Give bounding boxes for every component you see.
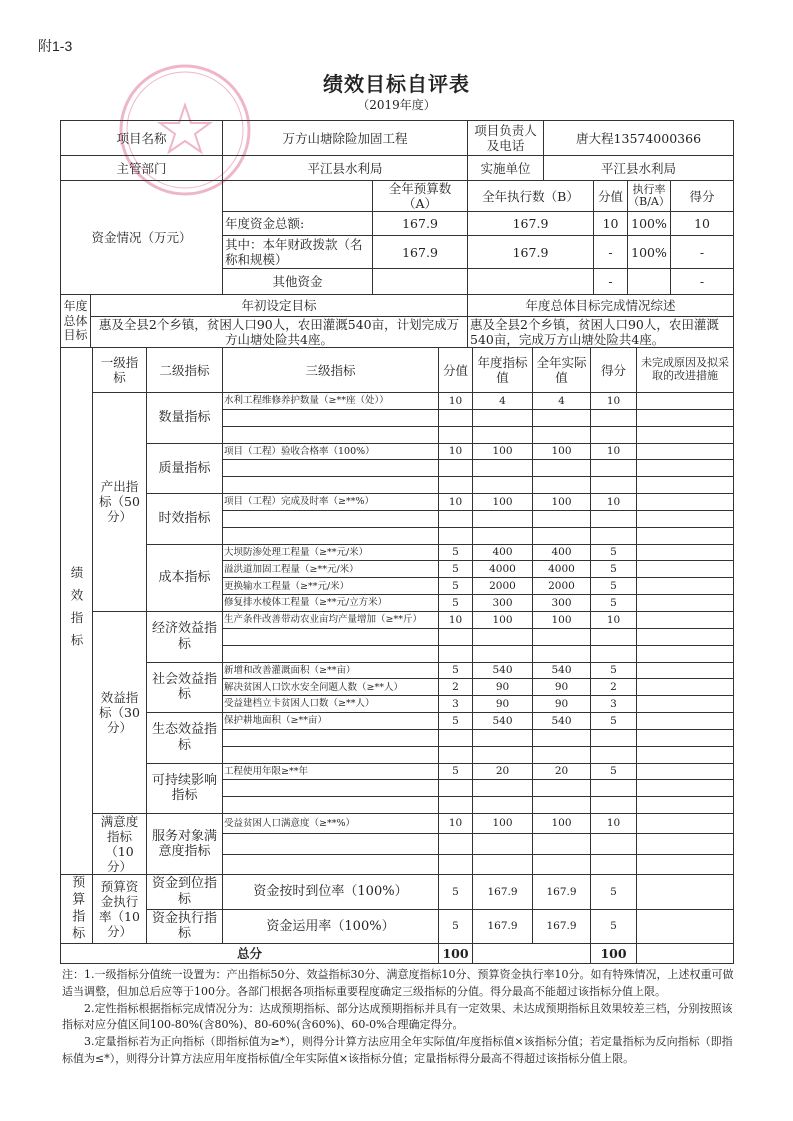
score [591, 477, 637, 494]
score-value [439, 510, 473, 527]
level2-indicator: 时效指标 [147, 494, 223, 545]
goals-label: 年度总体目标 [61, 295, 91, 348]
improvement-notes [637, 611, 734, 628]
level3-indicator: 溢洪道加固工程量（≥**元/米） [223, 561, 439, 578]
score: 5 [591, 763, 637, 780]
actual-value: 20 [533, 763, 591, 780]
indicator-row [61, 662, 734, 679]
level3-indicator: 项目（工程）完成及时率（≥**%） [223, 494, 439, 511]
score: 5 [591, 578, 637, 595]
indicator-row [61, 611, 734, 628]
score-value: 3 [439, 696, 473, 713]
improvement-notes [637, 578, 734, 595]
document-title: 绩效目标自评表 [323, 72, 470, 96]
annual-target: 540 [473, 662, 533, 679]
score-value: 5 [439, 875, 473, 910]
funds-a: 167.9 [373, 236, 468, 269]
score-value: 5 [439, 909, 473, 944]
score-value [439, 834, 473, 854]
funds-rate: 100% [628, 236, 671, 269]
level2-indicator: 质量指标 [147, 443, 223, 494]
score-value [439, 628, 473, 645]
score: 5 [591, 909, 637, 944]
actual-value: 540 [533, 662, 591, 679]
score-value: 5 [439, 713, 473, 730]
score: 5 [591, 595, 637, 612]
actual-value: 100 [533, 494, 591, 511]
annual-target [473, 746, 533, 763]
funds-score-value: 10 [594, 212, 628, 236]
funds-b: 167.9 [468, 212, 594, 236]
funds-score-value: - [594, 236, 628, 269]
level2-indicator: 数量指标 [147, 393, 223, 444]
funds-a [373, 269, 468, 295]
actual-value: 2000 [533, 578, 591, 595]
improvement-notes [637, 561, 734, 578]
total-label: 总分 [61, 944, 439, 964]
funds-label: 资金情况（万元） [61, 181, 223, 295]
score-value: 2 [439, 679, 473, 696]
funds-header-rate: 执行率（B/A） [628, 181, 671, 212]
funds-row-label: 其他资金 [223, 269, 373, 295]
improvement-notes [637, 527, 734, 544]
actual-value [533, 729, 591, 746]
funds-row-label: 其中：本年财政拨款（名称和规模） [223, 236, 373, 269]
annual-target [473, 460, 533, 477]
annual-target: 100 [473, 494, 533, 511]
improvement-notes [637, 763, 734, 780]
annual-target [473, 854, 533, 874]
funds-header-b: 全年执行数（B） [468, 181, 594, 212]
score [591, 628, 637, 645]
actual-value [533, 746, 591, 763]
total-blank [473, 944, 591, 964]
level3-indicator [223, 409, 439, 426]
perf-header: 分值 [439, 348, 473, 393]
actual-value [533, 834, 591, 854]
funds-a: 167.9 [373, 212, 468, 236]
level3-indicator [223, 746, 439, 763]
actual-value [533, 409, 591, 426]
funds-b [468, 269, 594, 295]
form-body [60, 120, 733, 1068]
indicator-row [61, 713, 734, 730]
actual-value [533, 628, 591, 645]
score-value: 5 [439, 595, 473, 612]
annual-target [473, 527, 533, 544]
level3-indicator [223, 510, 439, 527]
improvement-notes [637, 875, 734, 910]
perf-header: 全年实际值 [533, 348, 591, 393]
level3-indicator: 更换输水工程量（≥**元/米） [223, 578, 439, 595]
score-value [439, 797, 473, 814]
annual-target: 300 [473, 595, 533, 612]
note-2: 2.定性指标根据指标完成情况分为：达成预期指标、部分达成预期指标并具有一定效果、未达成预期指标且效果较差三档，分别按照该指标对应分值区间100-80%(含80%)、80-60%(含60%)、60-0%合理确定得分。 [62, 1001, 733, 1032]
actual-value: 90 [533, 696, 591, 713]
score [591, 409, 637, 426]
improvement-notes [637, 443, 734, 460]
score-value [439, 527, 473, 544]
note-1: 注：1.一级指标分值统一设置为：产出指标50分、效益指标30分、满意度指标10分、预算资金执行率10分。如有特殊情况，上述权重可做适当调整，但加总后应等于100分。各部门根据各项指标重要程度确定三级指标的分值。得分最高不能超过该指标分值上限。 [62, 968, 734, 998]
score [591, 527, 637, 544]
level1-indicator: 效益指标（30分） [93, 611, 147, 813]
annual-target [473, 645, 533, 662]
goals-set-text: 惠及全县2个乡镇，贫困人口90人，农田灌溉540亩，计划完成万方山塘处险共4座。 [91, 317, 468, 348]
level3-indicator: 受益贫困人口满意度（≥**%） [223, 814, 439, 834]
improvement-notes [637, 477, 734, 494]
actual-value [533, 854, 591, 874]
improvement-notes [637, 854, 734, 874]
perf-label: 绩效指标 [61, 348, 93, 875]
annual-target: 167.9 [473, 875, 533, 910]
score-value: 10 [439, 443, 473, 460]
level3-indicator: 项目（工程）验收合格率（100%） [223, 443, 439, 460]
actual-value: 167.9 [533, 875, 591, 910]
actual-value: 100 [533, 814, 591, 834]
indicator-row [61, 443, 734, 460]
score: 10 [591, 443, 637, 460]
annual-target: 100 [473, 443, 533, 460]
improvement-notes [637, 909, 734, 944]
actual-value: 300 [533, 595, 591, 612]
level3-indicator: 保护耕地面积（≥**亩） [223, 713, 439, 730]
goals-done-header: 年度总体目标完成情况综述 [468, 295, 734, 317]
goals-set-header: 年初设定目标 [91, 295, 468, 317]
score: 5 [591, 544, 637, 561]
annual-target [473, 834, 533, 854]
impl-value: 平江县水利局 [544, 156, 734, 181]
score-value: 5 [439, 561, 473, 578]
indicator-row [61, 544, 734, 561]
perf-header: 三级指标 [223, 348, 439, 393]
score-value: 5 [439, 662, 473, 679]
level3-indicator [223, 854, 439, 874]
score: 10 [591, 494, 637, 511]
score-value [439, 780, 473, 797]
actual-value [533, 797, 591, 814]
budget-label: 预算指标 [61, 875, 93, 944]
level3-indicator [223, 628, 439, 645]
improvement-notes [637, 713, 734, 730]
funds-score: - [671, 236, 734, 269]
actual-value [533, 426, 591, 443]
score [591, 746, 637, 763]
score: 5 [591, 662, 637, 679]
score [591, 426, 637, 443]
indicator-row [61, 494, 734, 511]
actual-value: 90 [533, 679, 591, 696]
score-value [439, 645, 473, 662]
level3-indicator: 大坝防渗处理工程量（≥**元/米） [223, 544, 439, 561]
dept-label: 主管部门 [61, 156, 223, 181]
document-year: （2019年度） [357, 98, 436, 112]
funds-b: 167.9 [468, 236, 594, 269]
level1-indicator: 产出指标（50分） [93, 393, 147, 612]
funds-score: - [671, 269, 734, 295]
funds-header-a: 全年预算数（A） [373, 181, 468, 212]
annual-target: 167.9 [473, 909, 533, 944]
improvement-notes [637, 510, 734, 527]
level2-indicator: 可持续影响指标 [147, 763, 223, 814]
funds-row-label: 年度资金总额: [223, 212, 373, 236]
owner-label: 项目负责人及电话 [468, 121, 544, 156]
annual-target: 20 [473, 763, 533, 780]
score-value [439, 854, 473, 874]
improvement-notes [637, 797, 734, 814]
level2-indicator: 经济效益指标 [147, 611, 223, 662]
total-score-value: 100 [439, 944, 473, 964]
improvement-notes [637, 595, 734, 612]
project-info-table [60, 120, 734, 295]
actual-value: 540 [533, 713, 591, 730]
level3-indicator [223, 834, 439, 854]
budget-row [61, 875, 734, 910]
funds-header-score: 得分 [671, 181, 734, 212]
improvement-notes [637, 628, 734, 645]
improvement-notes [637, 746, 734, 763]
level2-indicator: 社会效益指标 [147, 662, 223, 713]
level2-indicator: 服务对象满意度指标 [147, 814, 223, 875]
level3-indicator [223, 477, 439, 494]
actual-value [533, 460, 591, 477]
level1-indicator: 满意度指标（10分） [93, 814, 147, 875]
annual-target: 4 [473, 393, 533, 410]
annual-target [473, 426, 533, 443]
score [591, 834, 637, 854]
score-value: 10 [439, 494, 473, 511]
annual-target: 4000 [473, 561, 533, 578]
goals-done-text: 惠及全县2个乡镇，贫困人口90人，农田灌溉540亩，完成万方山塘处险共4座。 [468, 317, 734, 348]
actual-value [533, 780, 591, 797]
total-notes [637, 944, 734, 964]
funds-rate [628, 269, 671, 295]
perf-header: 一级指标 [93, 348, 147, 393]
annual-target [473, 477, 533, 494]
annual-target [473, 729, 533, 746]
level3-indicator: 生产条件改善带动农业亩均产量增加（≥**斤） [223, 611, 439, 628]
score-value [439, 460, 473, 477]
perf-header: 得分 [591, 348, 637, 393]
score-value: 5 [439, 763, 473, 780]
annual-target: 400 [473, 544, 533, 561]
score-value: 5 [439, 578, 473, 595]
level3-indicator [223, 729, 439, 746]
budget-sub-indicator: 资金执行指标 [147, 909, 223, 944]
score [591, 780, 637, 797]
funds-rate: 100% [628, 212, 671, 236]
budget-indicator: 资金按时到位率（100%） [223, 875, 439, 910]
score: 5 [591, 561, 637, 578]
improvement-notes [637, 494, 734, 511]
owner-value: 唐大程13574000366 [544, 121, 734, 156]
improvement-notes [637, 409, 734, 426]
score [591, 729, 637, 746]
improvement-notes [637, 679, 734, 696]
perf-header: 年度指标值 [473, 348, 533, 393]
actual-value: 4 [533, 393, 591, 410]
score-value [439, 746, 473, 763]
level3-indicator: 新增和改善灌溉面积（≥**亩） [223, 662, 439, 679]
improvement-notes [637, 426, 734, 443]
annual-target: 100 [473, 611, 533, 628]
level3-indicator [223, 645, 439, 662]
indicator-row [61, 814, 734, 834]
note-3: 3.定量指标若为正向指标（即指标值为≥*），则得分计算方法应用全年实际值/年度指标值×该指标分值；若定量指标为反向指标（即指标值为≤*），则得分计算方法应用年度指标值/全年实际值×该指标分值；定量指标得分最高不得超过该指标分值上限。 [62, 1035, 733, 1066]
annual-target: 90 [473, 696, 533, 713]
improvement-notes [637, 696, 734, 713]
actual-value: 167.9 [533, 909, 591, 944]
score [591, 854, 637, 874]
performance-indicators-table [60, 347, 734, 964]
improvement-notes [637, 393, 734, 410]
score-value: 5 [439, 544, 473, 561]
score [591, 797, 637, 814]
score: 3 [591, 696, 637, 713]
improvement-notes [637, 729, 734, 746]
score-value: 10 [439, 393, 473, 410]
total-row [61, 944, 734, 964]
annual-target: 90 [473, 679, 533, 696]
actual-value: 4000 [533, 561, 591, 578]
score [591, 460, 637, 477]
score-value [439, 729, 473, 746]
improvement-notes [637, 460, 734, 477]
score: 5 [591, 713, 637, 730]
indicator-row [61, 763, 734, 780]
actual-value [533, 645, 591, 662]
level2-indicator: 生态效益指标 [147, 713, 223, 764]
score-value [439, 426, 473, 443]
improvement-notes [637, 662, 734, 679]
score: 10 [591, 393, 637, 410]
score-value [439, 477, 473, 494]
level3-indicator [223, 527, 439, 544]
notes [60, 967, 737, 1068]
funds-score: 10 [671, 212, 734, 236]
actual-value [533, 510, 591, 527]
level3-indicator: 受益建档立卡贫困人口数（≥**人） [223, 696, 439, 713]
score: 5 [591, 875, 637, 910]
score-value: 10 [439, 814, 473, 834]
project-name-label: 项目名称 [61, 121, 223, 156]
improvement-notes [637, 645, 734, 662]
funds-corner [223, 181, 373, 212]
level3-indicator [223, 797, 439, 814]
funds-header-score-value: 分值 [594, 181, 628, 212]
perf-header: 二级指标 [147, 348, 223, 393]
annual-target [473, 409, 533, 426]
level2-indicator: 成本指标 [147, 544, 223, 611]
actual-value: 100 [533, 443, 591, 460]
score [591, 510, 637, 527]
level3-indicator [223, 460, 439, 477]
attachment-label: 附1-3 [38, 38, 73, 54]
funds-score-value: - [594, 269, 628, 295]
budget-indicator: 资金运用率（100%） [223, 909, 439, 944]
actual-value: 400 [533, 544, 591, 561]
dept-value: 平江县水利局 [223, 156, 468, 181]
score: 10 [591, 611, 637, 628]
actual-value [533, 477, 591, 494]
impl-label: 实施单位 [468, 156, 544, 181]
improvement-notes [637, 814, 734, 834]
budget-group: 预算资金执行率（10分） [93, 875, 147, 944]
annual-target [473, 780, 533, 797]
improvement-notes [637, 834, 734, 854]
budget-sub-indicator: 资金到位指标 [147, 875, 223, 910]
annual-target [473, 510, 533, 527]
score-value: 10 [439, 611, 473, 628]
budget-row [61, 909, 734, 944]
annual-target: 2000 [473, 578, 533, 595]
level3-indicator: 解决贫困人口饮水安全问题人数（≥**人） [223, 679, 439, 696]
perf-header: 未完成原因及拟采取的改进措施 [637, 348, 734, 393]
actual-value: 100 [533, 611, 591, 628]
level3-indicator [223, 780, 439, 797]
score: 10 [591, 814, 637, 834]
project-name: 万方山塘除险加固工程 [223, 121, 468, 156]
annual-target [473, 797, 533, 814]
improvement-notes [637, 544, 734, 561]
annual-target: 540 [473, 713, 533, 730]
level3-indicator: 工程使用年限≥**年 [223, 763, 439, 780]
actual-value [533, 527, 591, 544]
annual-goals-table [60, 294, 734, 348]
annual-target [473, 628, 533, 645]
annual-target: 100 [473, 814, 533, 834]
level3-indicator: 修复排水棱体工程量（≥**元/立方米） [223, 595, 439, 612]
level3-indicator: 水利工程维修养护数量（≥**座（处）） [223, 393, 439, 410]
level3-indicator [223, 426, 439, 443]
improvement-notes [637, 780, 734, 797]
indicator-row [61, 393, 734, 410]
score: 2 [591, 679, 637, 696]
score-value [439, 409, 473, 426]
total-score: 100 [591, 944, 637, 964]
score [591, 645, 637, 662]
